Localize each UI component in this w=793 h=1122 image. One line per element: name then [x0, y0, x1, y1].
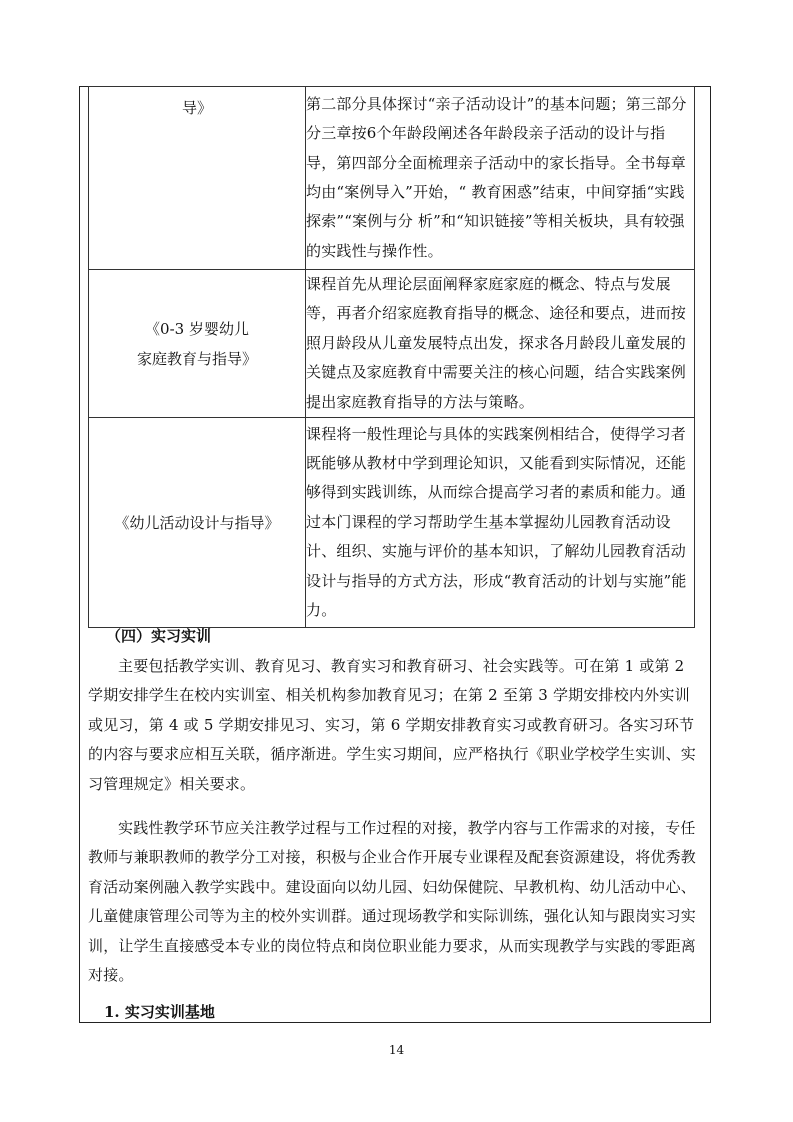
table-row	[89, 418, 695, 628]
course-name: 《幼儿活动设计与指导》	[114, 513, 280, 532]
course-name-line: 《0-3 岁婴幼儿	[145, 319, 249, 338]
table-row	[89, 87, 695, 270]
course-description: 第二部分具体探讨“亲子活动设计”的基本问题；第三部分分三章按6个年龄段阐述各年龄段亲子活动的设计与指导，第四部分全面梳理亲子活动中的家长指导。全书每章均由“案例导入”开始，“ 教育困惑”结束，中间穿插“实践探索”“案例与分 析”和“知识链接”等相关板块，具有较强的实践性与操作性。	[306, 87, 695, 270]
table-row	[89, 270, 695, 418]
course-name-line: 家庭教育与指导》	[136, 349, 257, 368]
course-description: 课程首先从理论层面阐释家庭家庭的概念、特点与发展等，再者介绍家庭教育指导的概念、途径和要点，进而按照月龄段从儿童发展特点出发，探求各月龄段儿童发展的关键点及家庭教育中需要关注的核心问题，结合实践案例提出家庭教育指导的方法与策略。	[306, 270, 695, 418]
paragraph: 主要包括教学实训、教育见习、教育实习和教育研习、社会实践等。可在第 1 或第 2 学期安排学生在校内实训室、相关机构参加教育见习；在第 2 至第 3 学期安排校内外实训或见习，第 4 或 5 学期安排见习、实习，第 6 学期安排教育实习或教育研习。各实习环节的内容与要求应相互关联，循序渐进。学生实习期间，应严格执行《职业学校学生实训、实习管理规定》相关要求。	[88, 657, 697, 793]
course-name: 导》	[181, 99, 212, 117]
course-name-cell	[89, 418, 306, 628]
course-description: 课程将一般性理论与具体的实践案例相结合，使得学习者既能够从教材中学到理论知识，又能看到实际情况，还能够得到实践训练，从而综合提高学习者的素质和能力。通过本门课程的学习帮助学生基本掌握幼儿园教育活动设计、组织、实施与评价的基本知识，了解幼儿园教育活动设计与指导的方式方法，形成“教育活动的计划与实施”能力。	[306, 418, 695, 628]
course-name-cell	[89, 270, 306, 418]
page-number: 14	[388, 1043, 405, 1057]
section-heading: （四）实习实训	[106, 627, 212, 645]
course-name-cell	[89, 87, 306, 270]
paragraph: 实践性教学环节应关注教学过程与工作过程的对接，教学内容与工作需求的对接，专任教师与兼职教师的教学分工对接，积极与企业合作开展专业课程及配套资源建设，将优秀教育活动案例融入教学实践中。建设面向以幼儿园、妇幼保健院、早教机构、幼儿活动中心、儿童健康管理公司等为主的校外实训群。通过现场教学和实际训练，强化认知与跟岗实习实训，让学生直接感受本专业的岗位特点和岗位职业能力要求，从而实现教学与实践的零距离对接。	[88, 819, 697, 985]
course-table	[88, 86, 695, 628]
page-frame	[79, 86, 711, 1023]
subheading: 1. 实习实训基地	[104, 1003, 215, 1021]
